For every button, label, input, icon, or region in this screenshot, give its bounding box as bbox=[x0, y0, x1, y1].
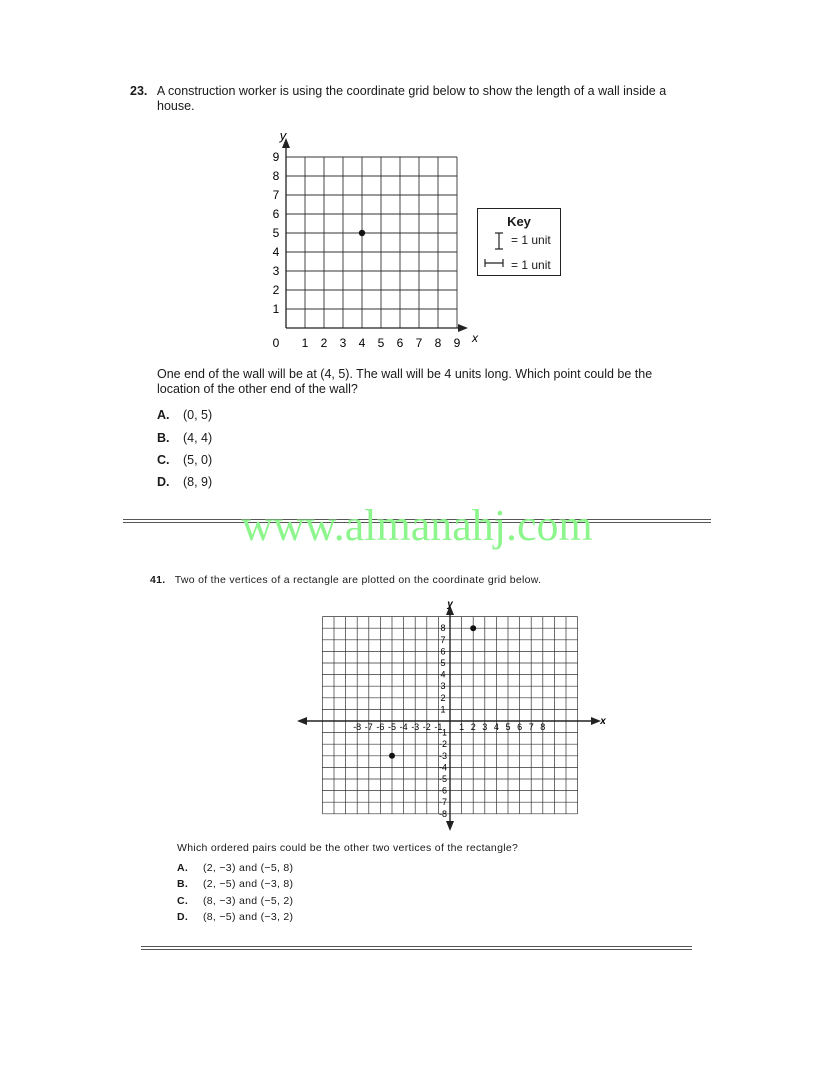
y-tick-label: -4 bbox=[438, 762, 448, 773]
q23-y-axis-label: y bbox=[279, 128, 287, 143]
choice-letter: D. bbox=[157, 475, 170, 489]
x-tick-label: 3 bbox=[339, 336, 347, 350]
q41-choice-d[interactable] bbox=[177, 911, 293, 923]
y-tick-label: 1 bbox=[272, 302, 280, 316]
q41-axes bbox=[297, 605, 601, 831]
key-title: Key bbox=[507, 214, 531, 229]
choice-text: (0, 5) bbox=[183, 408, 213, 422]
q41-question: Which ordered pairs could be the other two vertices of the rectangle? bbox=[177, 842, 519, 854]
q23-origin-label: 0 bbox=[272, 336, 280, 350]
choice-text: (2, −5) and (−3, 8) bbox=[203, 878, 294, 890]
choice-letter: D. bbox=[177, 911, 189, 923]
y-tick-label: 2 bbox=[272, 283, 280, 297]
q41-number: 41. bbox=[150, 574, 166, 586]
q23-key-box bbox=[477, 208, 561, 276]
x-tick-label: 8 bbox=[434, 336, 442, 350]
data-point bbox=[470, 625, 476, 631]
x-tick-label: 7 bbox=[415, 336, 423, 350]
q23-number: 23. bbox=[130, 84, 148, 98]
choice-text: (2, −3) and (−5, 8) bbox=[203, 862, 294, 874]
x-tick-label: 4 bbox=[493, 722, 499, 732]
choice-letter: C. bbox=[157, 453, 170, 467]
y-tick-label: -1 bbox=[438, 727, 448, 738]
y-tick-label: 1 bbox=[440, 704, 446, 715]
y-tick-label: 6 bbox=[272, 207, 280, 221]
x-tick-label: -7 bbox=[364, 722, 373, 732]
horizontal-unit-icon bbox=[483, 257, 505, 269]
y-axis-arrow-down bbox=[446, 821, 454, 831]
x-tick-label: 5 bbox=[505, 722, 511, 732]
x-tick-label: 7 bbox=[528, 722, 534, 732]
q23-points bbox=[359, 230, 365, 236]
y-tick-label: 7 bbox=[440, 634, 446, 645]
x-axis-arrow-left bbox=[297, 717, 307, 725]
q23-choice-a[interactable] bbox=[157, 408, 212, 422]
x-tick-label: 8 bbox=[540, 722, 546, 732]
key-vertical-label: = 1 unit bbox=[511, 233, 551, 247]
q23-choice-b[interactable] bbox=[157, 431, 212, 445]
x-tick-label: 1 bbox=[301, 336, 309, 350]
choice-letter: A. bbox=[157, 408, 170, 422]
q41-choice-c[interactable] bbox=[177, 895, 293, 907]
q41-points bbox=[389, 625, 476, 759]
x-tick-label: 9 bbox=[453, 336, 461, 350]
q23-choice-c[interactable] bbox=[157, 453, 212, 467]
q23-choice-d[interactable] bbox=[157, 475, 212, 489]
y-tick-label: -2 bbox=[438, 739, 448, 750]
key-horizontal-label: = 1 unit bbox=[511, 258, 551, 272]
y-tick-label: 5 bbox=[440, 658, 446, 668]
y-tick-label: -5 bbox=[438, 774, 448, 784]
q23-prompt-line2: house. bbox=[157, 99, 195, 113]
x-tick-label: -8 bbox=[353, 722, 362, 732]
data-point bbox=[389, 753, 395, 759]
y-tick-label: 3 bbox=[272, 264, 280, 278]
q41-coordinate-grid bbox=[295, 595, 615, 835]
x-tick-label: 1 bbox=[459, 722, 465, 732]
y-tick-label: -6 bbox=[438, 785, 448, 796]
choice-letter: C. bbox=[177, 895, 189, 907]
y-tick-label: 7 bbox=[272, 188, 280, 202]
y-tick-label: -7 bbox=[438, 797, 448, 808]
q41-prompt bbox=[150, 574, 541, 587]
choice-text: (8, −3) and (−5, 2) bbox=[203, 895, 294, 907]
x-tick-label: 3 bbox=[482, 722, 488, 732]
q23-tick-labels bbox=[273, 150, 461, 350]
x-tick-label: 5 bbox=[377, 336, 385, 350]
q41-choice-a[interactable] bbox=[177, 862, 293, 874]
q23-prompt bbox=[130, 84, 710, 99]
data-point bbox=[359, 230, 365, 236]
y-tick-label: 6 bbox=[440, 646, 446, 657]
y-tick-label: 8 bbox=[440, 623, 446, 634]
choice-letter: A. bbox=[177, 862, 189, 874]
y-tick-label: 8 bbox=[272, 169, 280, 183]
x-tick-label: -6 bbox=[376, 722, 385, 732]
q23-question-line1: One end of the wall will be at (4, 5). The wall will be 4 units long. Which point could be the bbox=[157, 367, 653, 381]
vertical-unit-icon bbox=[492, 231, 506, 251]
y-tick-label: -8 bbox=[438, 808, 448, 819]
x-tick-label: -2 bbox=[422, 722, 431, 732]
choice-text: (5, 0) bbox=[183, 453, 213, 467]
choice-letter: B. bbox=[177, 878, 189, 890]
x-tick-label: 6 bbox=[396, 336, 404, 350]
x-tick-label: -1 bbox=[434, 722, 443, 732]
choice-text: (4, 4) bbox=[183, 431, 213, 445]
y-tick-label: 4 bbox=[272, 245, 280, 259]
x-tick-label: 6 bbox=[517, 722, 523, 732]
q41-choice-b[interactable] bbox=[177, 878, 293, 890]
y-tick-label: 3 bbox=[440, 681, 446, 692]
x-tick-label: -4 bbox=[399, 722, 408, 732]
y-tick-label: -3 bbox=[438, 750, 448, 761]
y-tick-label: 5 bbox=[272, 226, 280, 240]
x-axis-arrow bbox=[458, 324, 468, 332]
watermark: www.almanahj.com bbox=[241, 501, 593, 550]
q41-y-axis-label: y bbox=[447, 599, 453, 610]
x-tick-label: -5 bbox=[387, 722, 397, 732]
q23-grid-lines bbox=[286, 157, 457, 328]
x-tick-label: 4 bbox=[358, 336, 366, 350]
y-tick-label: 9 bbox=[272, 150, 280, 164]
y-tick-label: 4 bbox=[440, 669, 446, 680]
q23-coordinate-grid bbox=[265, 128, 485, 353]
q41-x-axis-label: x bbox=[600, 716, 606, 727]
x-tick-label: 2 bbox=[320, 336, 328, 350]
q23-axes bbox=[282, 138, 468, 332]
q23-prompt-line1: A construction worker is using the coordinate grid below to show the length of a wall inside a bbox=[156, 84, 667, 98]
bottom-divider bbox=[141, 946, 692, 950]
q41-prompt-text: Two of the vertices of a rectangle are plotted on the coordinate grid below. bbox=[174, 574, 542, 586]
y-tick-label: 2 bbox=[440, 692, 446, 703]
choice-text: (8, −5) and (−3, 2) bbox=[203, 911, 294, 923]
choice-text: (8, 9) bbox=[183, 475, 213, 489]
q23-question-line2: location of the other end of the wall? bbox=[157, 382, 358, 396]
q23-x-axis-label: x bbox=[472, 331, 478, 345]
x-tick-label: -3 bbox=[411, 722, 420, 732]
x-tick-label: 2 bbox=[470, 722, 476, 732]
choice-letter: B. bbox=[157, 431, 170, 445]
